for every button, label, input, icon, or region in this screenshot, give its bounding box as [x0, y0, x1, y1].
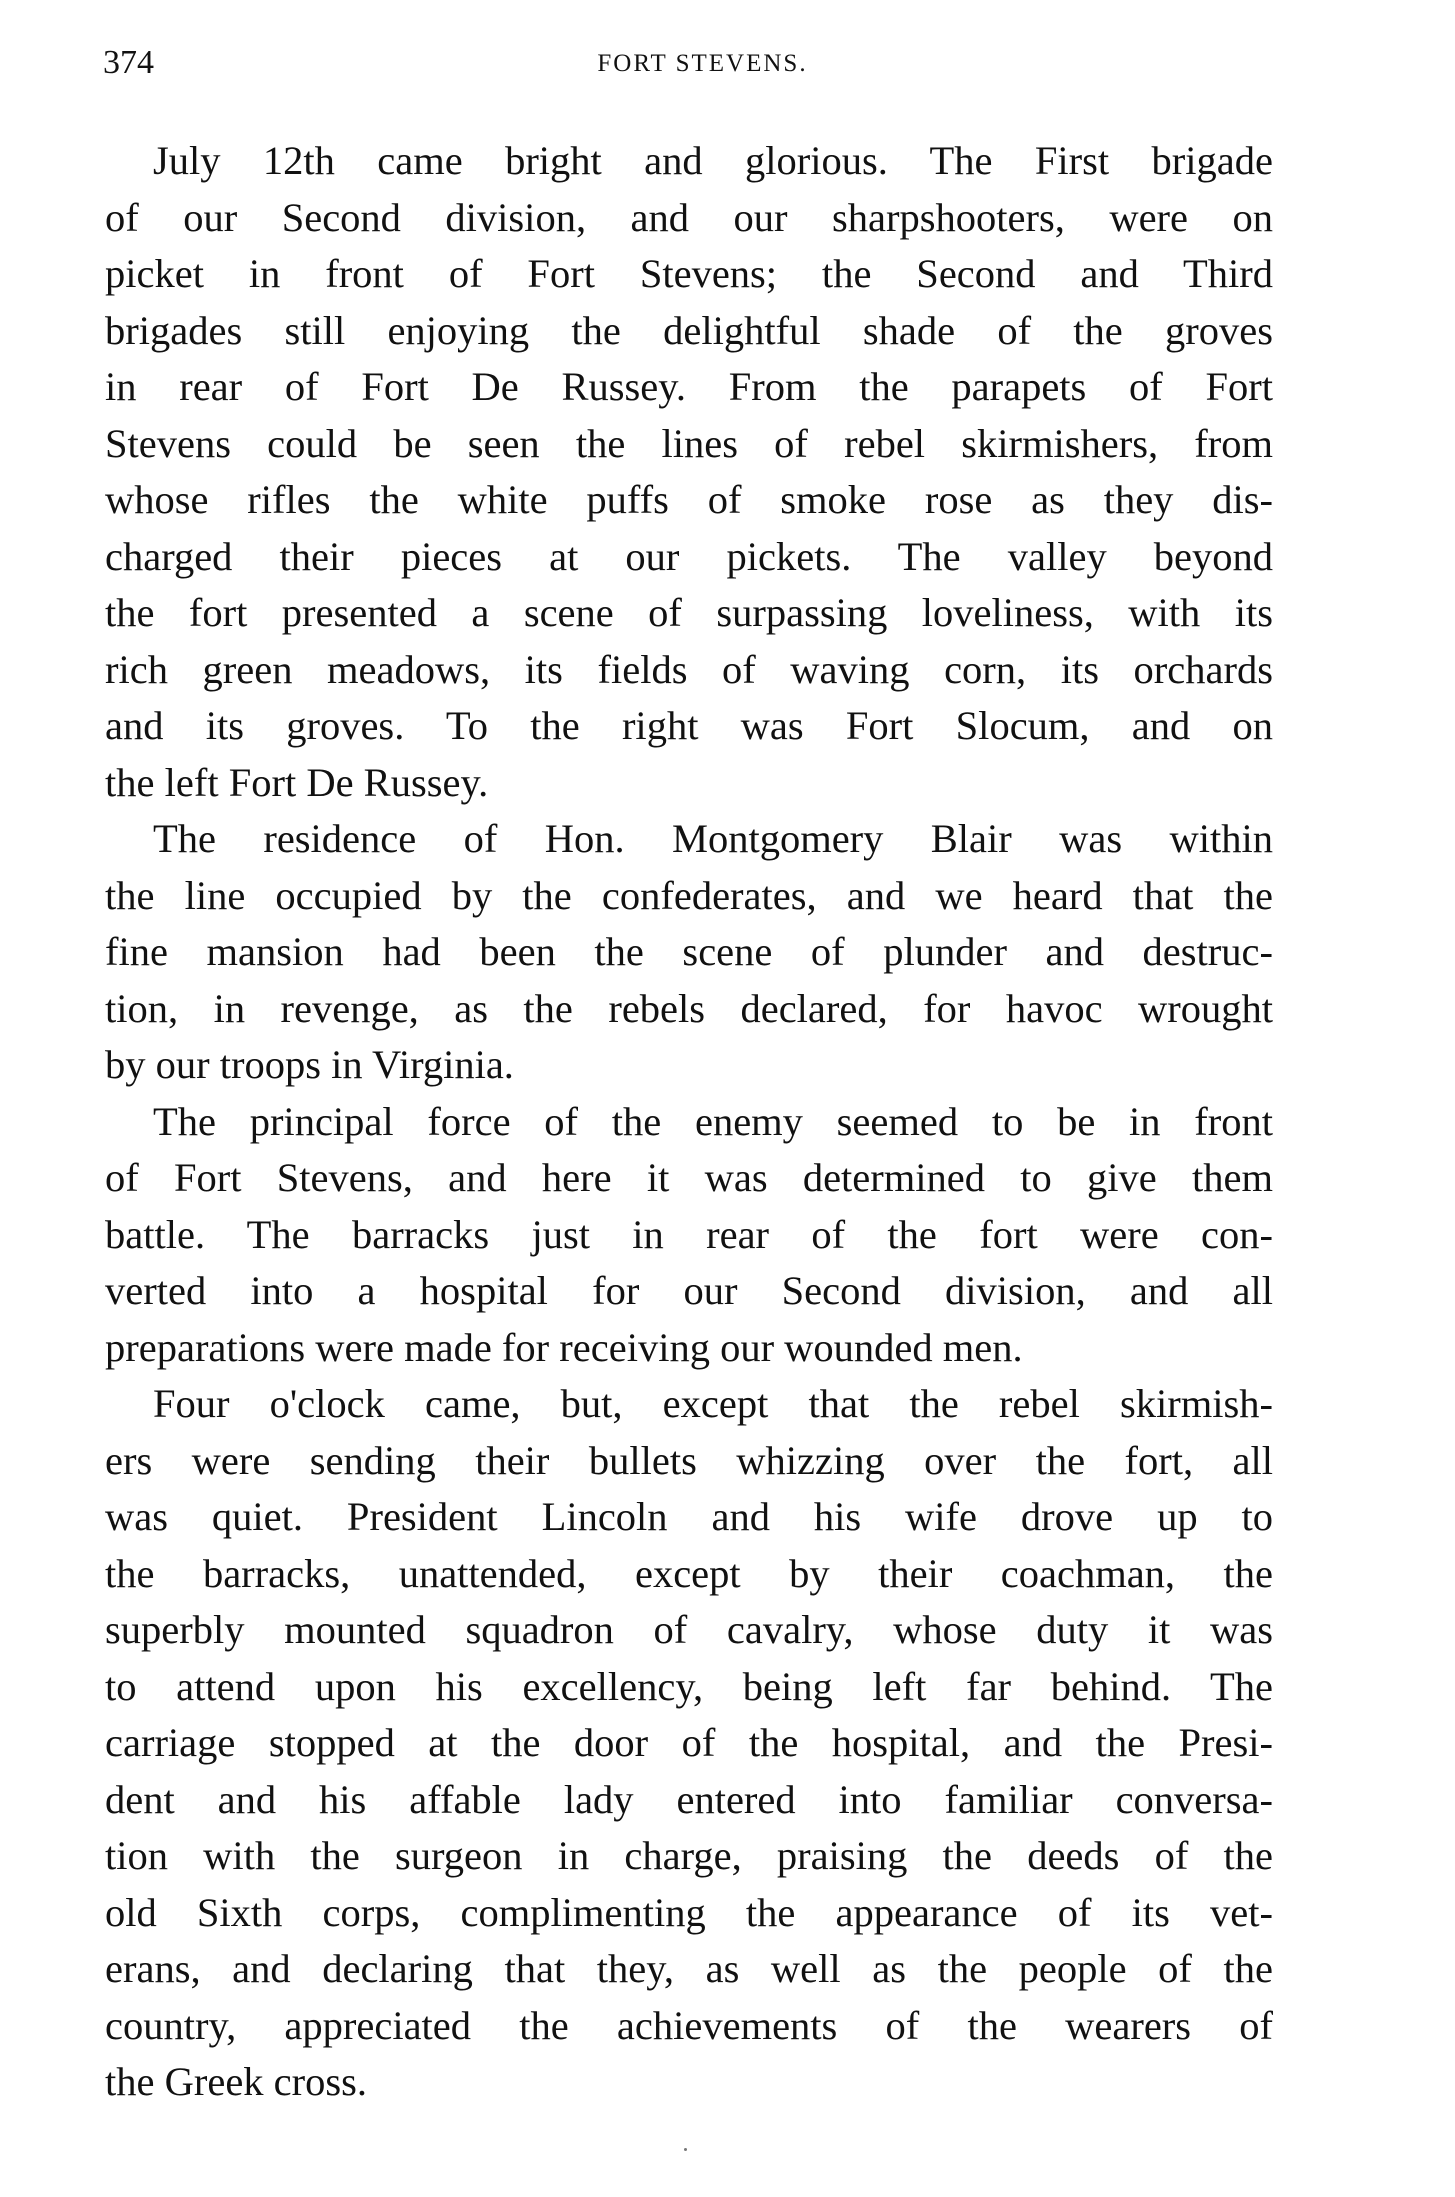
text-line: charged their pieces at our pickets. The valley beyond	[105, 533, 1273, 579]
text-line: by our troops in Virginia.	[105, 1042, 514, 1087]
text-line: The principal force of the enemy seemed to be in front	[153, 1098, 1273, 1144]
text-line: carriage stopped at the door of the hospital, and the Presi-	[105, 1720, 1273, 1765]
text-line: to attend upon his excellency, being left far behind. The	[105, 1663, 1273, 1709]
print-speck	[684, 2148, 687, 2151]
text-line: whose rifles the white puffs of smoke rose as they dis-	[105, 477, 1273, 522]
text-line: tion with the surgeon in charge, praising the deeds of the	[105, 1833, 1273, 1878]
running-head	[0, 50, 1455, 78]
text-line: July 12th came bright and glorious. The First brigade	[153, 138, 1273, 183]
text-line: the barracks, unattended, except by their coachman, the	[105, 1550, 1273, 1596]
text-line: ers were sending their bullets whizzing over the fort, all	[105, 1437, 1273, 1483]
text-line: the line occupied by the confederates, and we heard that the	[105, 872, 1273, 918]
text-line: was quiet. President Lincoln and his wife drove up to	[105, 1494, 1273, 1539]
text-line: dent and his affable lady entered into familiar conversa-	[105, 1776, 1273, 1822]
text-line: the fort presented a scene of surpassing loveliness, with its	[105, 590, 1273, 635]
text-line: picket in front of Fort Stevens; the Second and Third	[105, 251, 1273, 296]
text-line: fine mansion had been the scene of plunder and destruc-	[105, 929, 1273, 974]
text-line: preparations were made for receiving our wounded men.	[105, 1324, 1023, 1370]
text-line: brigades still enjoying the delightful shade of the groves	[105, 307, 1273, 353]
page-number: 374	[103, 44, 154, 81]
body-text	[105, 133, 1273, 2111]
text-line: the Greek cross.	[105, 2059, 368, 2104]
text-line: verted into a hospital for our Second division, and all	[105, 1268, 1273, 1313]
text-line: of Fort Stevens, and here it was determined to give them	[105, 1155, 1273, 1200]
text-line: battle. The barracks just in rear of the fort were con-	[105, 1211, 1273, 1257]
text-line: the left Fort De Russey.	[105, 759, 489, 805]
text-line: and its groves. To the right was Fort Slocum, and on	[105, 703, 1273, 748]
text-line: superbly mounted squadron of cavalry, whose duty it was	[105, 1607, 1273, 1652]
running-title: FORT STEVENS.	[597, 50, 808, 77]
text-line: tion, in revenge, as the rebels declared, for havoc wrought	[105, 985, 1273, 1031]
text-line: old Sixth corps, complimenting the appearance of its vet-	[105, 1889, 1273, 1935]
text-line: of our Second division, and our sharpshooters, were on	[105, 194, 1273, 240]
text-line: The residence of Hon. Montgomery Blair was within	[153, 816, 1273, 861]
text-line: erans, and declaring that they, as well as the people of the	[105, 1946, 1273, 1991]
text-line: Stevens could be seen the lines of rebel skirmishers, from	[105, 420, 1273, 466]
text-line: Four o'clock came, but, except that the rebel skirmish-	[153, 1381, 1273, 1426]
text-line: in rear of Fort De Russey. From the parapets of Fort	[105, 364, 1273, 409]
text-line: country, appreciated the achievements of the wearers of	[105, 2002, 1273, 2048]
text-line: rich green meadows, its fields of waving corn, its orchards	[105, 646, 1273, 692]
